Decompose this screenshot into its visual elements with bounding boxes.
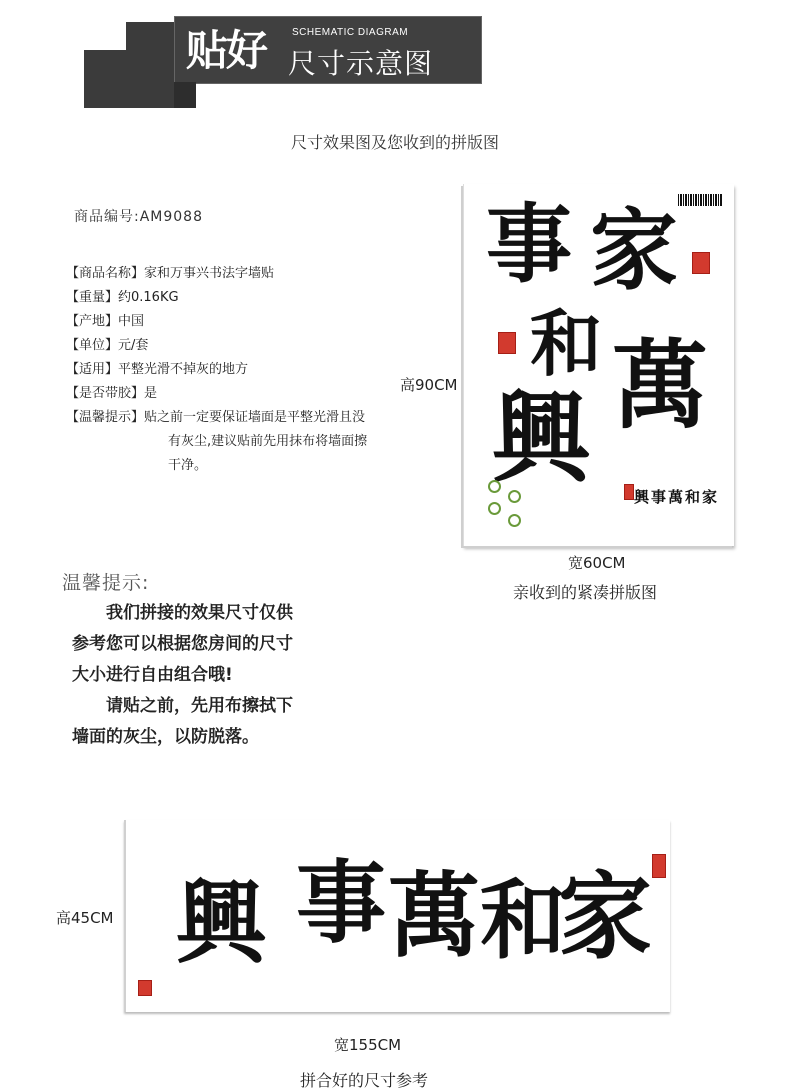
info-row-adhesive: 【是否带胶】是 bbox=[66, 386, 158, 401]
calligraphy-char: 興 bbox=[176, 870, 266, 976]
red-seal-icon bbox=[138, 980, 152, 996]
banner-title-rest: 尺寸示意图 bbox=[288, 47, 434, 80]
calligraphy-char: 事 bbox=[486, 194, 572, 295]
round-seal-icon bbox=[508, 490, 521, 503]
red-seal-icon bbox=[624, 484, 634, 500]
round-seal-icon bbox=[488, 480, 501, 493]
red-seal-icon bbox=[498, 332, 516, 354]
red-seal-icon bbox=[692, 252, 710, 274]
warm-tip-title: 温馨提示: bbox=[62, 572, 150, 594]
horizontal-height-label: 高45CM bbox=[56, 909, 114, 927]
calligraphy-char: 事 bbox=[296, 850, 386, 956]
info-tip-label: 【温馨提示】 bbox=[66, 410, 145, 425]
calligraphy-char: 和 bbox=[530, 301, 603, 386]
calligraphy-char: 家 bbox=[590, 198, 679, 302]
warm-tip-para-1: 我们拼接的效果尺寸仅供参考您可以根据您房间的尺寸大小进行自由组合哦! bbox=[72, 603, 293, 685]
red-seal-icon bbox=[652, 854, 666, 878]
calligraphy-char: 和 bbox=[480, 870, 566, 971]
product-info-list bbox=[66, 262, 374, 478]
info-row-unit: 【单位】元/套 bbox=[66, 338, 149, 353]
warm-tip-body bbox=[72, 598, 304, 753]
product-code: 商品编号:AM9088 bbox=[74, 209, 204, 225]
horizontal-sticker-image bbox=[124, 820, 670, 1012]
info-tip-text: 贴之前一定要保证墙面是平整光滑且没有灰尘,建议贴前先用抹布将墙面擦干净。 bbox=[144, 410, 368, 473]
top-caption: 尺寸效果图及您收到的拼版图 bbox=[290, 133, 499, 152]
small-calligraphy-line: 興事萬和家 bbox=[634, 488, 720, 506]
banner-title-main: 贴好 bbox=[186, 26, 267, 75]
banner-fold bbox=[174, 82, 196, 108]
info-row-name: 【商品名称】家和万事兴书法字墙贴 bbox=[66, 266, 275, 281]
info-row-usage: 【适用】平整光滑不掉灰的地方 bbox=[66, 362, 249, 377]
banner-notch bbox=[84, 22, 126, 50]
vertical-height-label: 高90CM bbox=[400, 376, 458, 394]
info-row-weight: 【重量】约0.16KG bbox=[66, 290, 179, 305]
calligraphy-char: 萬 bbox=[388, 862, 481, 970]
barcode-icon bbox=[678, 194, 722, 206]
horizontal-caption: 拼合好的尺寸参考 bbox=[300, 1071, 429, 1090]
vertical-width-label: 宽60CM bbox=[568, 554, 626, 572]
calligraphy-char: 萬 bbox=[612, 329, 708, 442]
vertical-sticker-image bbox=[463, 184, 734, 546]
vertical-caption: 亲收到的紧凑拼版图 bbox=[513, 583, 658, 602]
calligraphy-char: 興 bbox=[492, 381, 591, 496]
warm-tip-para-2: 请贴之前，先用布擦拭下墙面的灰尘，以防脱落。 bbox=[72, 696, 293, 747]
banner-subtitle: SCHEMATIC DIAGRAM bbox=[292, 27, 409, 38]
info-row-origin: 【产地】中国 bbox=[66, 314, 145, 329]
round-seal-icon bbox=[508, 514, 521, 527]
info-row-tip bbox=[66, 406, 374, 478]
calligraphy-char: 家 bbox=[558, 862, 653, 972]
round-seal-icon bbox=[488, 502, 501, 515]
horizontal-width-label: 宽155CM bbox=[334, 1036, 402, 1054]
